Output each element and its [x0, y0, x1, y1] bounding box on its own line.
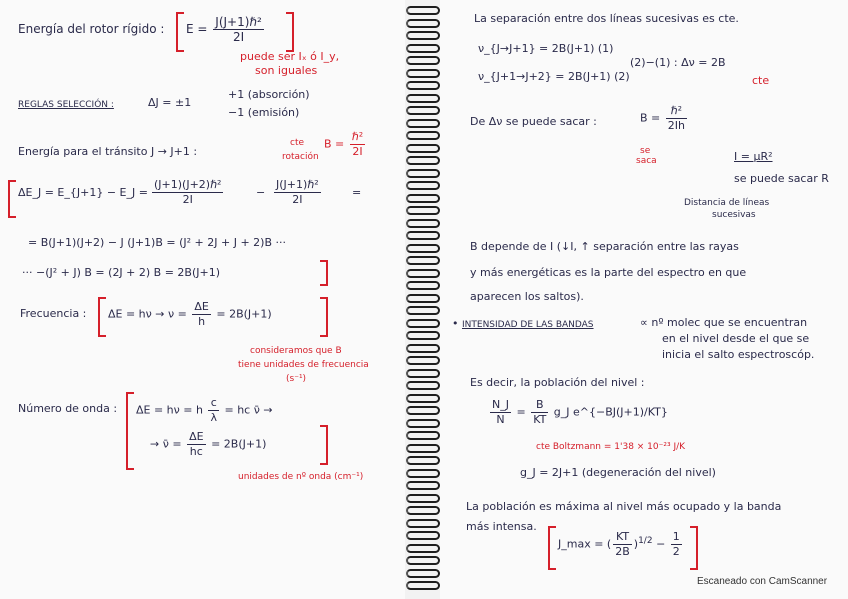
wavenumber-formula-2: → ν̄ = $\frac{\Delta E}{hc}$ = 2B(J+1) — [150, 430, 267, 458]
spiral-ring — [406, 544, 440, 553]
moment-of-inertia-note: se puede sacar R — [734, 172, 829, 185]
moment-of-inertia: I = μR² — [734, 150, 773, 163]
spiral-ring — [406, 506, 440, 515]
spiral-ring — [406, 81, 440, 90]
population-max-1: La población es máxima al nivel más ocupado y la banda — [466, 500, 782, 513]
intensity-2: en el nivel desde el que se — [662, 332, 810, 345]
spiral-ring — [406, 281, 440, 290]
population-formula: $\frac{N\_J}{N}$ = $\frac{B}{KT}$ g_J e^{−BJ(J+1)/KT} — [492, 398, 668, 426]
spiral-ring — [406, 231, 440, 240]
spiral-ring — [406, 431, 440, 440]
intensity-3: inicia el salto espectroscóp. — [662, 348, 815, 361]
B-from-dv: B = $\frac{\text{ℏ²}}{2Ih}$ — [640, 104, 685, 132]
degeneracy: g_J = 2J+1 (degeneración del nivel) — [520, 466, 716, 479]
rotor-energy-label: Energía del rotor rígido : — [18, 22, 165, 36]
spiral-ring — [406, 94, 440, 103]
rotational-constant-B: B = $\frac{\text{ℏ²}}{2I}$ — [324, 130, 364, 158]
spiral-ring — [406, 131, 440, 140]
spiral-ring — [406, 6, 440, 15]
bracket-left — [176, 12, 184, 52]
bracket-right — [286, 12, 294, 52]
spiral-ring — [406, 69, 440, 78]
line-distance-2: sucesivas — [712, 210, 756, 220]
spiral-ring — [406, 519, 440, 528]
spiral-ring — [406, 331, 440, 340]
selection-rules-label: REGLAS SELECCIÓN : — [18, 100, 114, 110]
spiral-ring — [406, 181, 440, 190]
rotor-note-1: puede ser Iₓ ó I_y, — [240, 50, 340, 63]
transit-energy-label: Energía para el tránsito J → J+1 : — [18, 145, 198, 158]
population-label: Es decir, la población del nivel : — [470, 376, 645, 389]
wavenumber-note: unidades de nº onda (cm⁻¹) — [238, 472, 364, 482]
rotation-note: rotación — [282, 152, 319, 162]
spiral-ring — [406, 269, 440, 278]
wavenumber-formula-1: ΔE = hν = h $\frac{c}{\lambda}$ = hc ν̄ → — [136, 396, 273, 424]
spiral-binding — [400, 0, 448, 599]
selection-absorption: +1 (absorción) — [228, 88, 310, 101]
delta-E-expansion-2: ··· −(J² + J) B = (2J + 2) B = 2B(J+1) — [22, 266, 221, 279]
spiral-ring — [406, 556, 440, 565]
spiral-ring — [406, 169, 440, 178]
dv-label: De Δν se puede sacar : — [470, 115, 597, 128]
spiral-ring — [406, 294, 440, 303]
spiral-ring — [406, 356, 440, 365]
spiral-ring — [406, 319, 440, 328]
se-saca-2: saca — [636, 156, 657, 166]
transition-1: ν_{J→J+1} = 2B(J+1) (1) — [478, 42, 614, 55]
selection-emission: −1 (emisión) — [228, 106, 300, 119]
transition-2: ν_{J+1→J+2} = 2B(J+1) (2) — [478, 70, 630, 83]
spiral-ring — [406, 31, 440, 40]
se-saca-1: se — [640, 146, 651, 156]
population-max-2: más intensa. — [466, 520, 537, 533]
spiral-ring — [406, 444, 440, 453]
rotor-note-2: son iguales — [255, 64, 318, 77]
spiral-ring — [406, 406, 440, 415]
minus-sign: − — [256, 186, 266, 199]
freq-note-3: (s⁻¹) — [286, 374, 307, 384]
bracket-right — [320, 297, 328, 337]
delta-E-expansion-1: = B(J+1)(J+2) − J (J+1)B = (J² + 2J + J + 2)B ··· — [28, 236, 286, 249]
bracket-left — [126, 392, 134, 470]
spiral-ring — [406, 44, 440, 53]
spiral-ring — [406, 344, 440, 353]
delta-E-term1: $\frac{\text{(J+1)(J+2)ℏ²}}{2I}$ — [154, 178, 222, 206]
bullet: • — [452, 317, 459, 330]
spiral-ring — [406, 106, 440, 115]
spiral-ring — [406, 581, 440, 590]
spiral-ring — [406, 56, 440, 65]
spiral-ring — [406, 219, 440, 228]
delta-E-term2: $\frac{\text{J(J+1)ℏ²}}{2I}$ — [276, 178, 319, 206]
difference-cte: cte — [752, 74, 770, 87]
bracket-right — [320, 425, 328, 465]
spiral-ring — [406, 531, 440, 540]
B-depends-1: B depende de I (↓I, ↑ separación entre las rayas — [470, 240, 739, 253]
spiral-ring — [406, 394, 440, 403]
spiral-ring — [406, 481, 440, 490]
wavenumber-label: Número de onda : — [18, 402, 118, 415]
spiral-ring — [406, 119, 440, 128]
spiral-ring — [406, 469, 440, 478]
frequency-formula: ΔE = hν → ν = $\frac{\Delta E}{h}$ = 2B(J+1) — [108, 300, 272, 328]
B-depends-3: aparecen los saltos). — [470, 290, 584, 303]
rotor-energy-formula: E = $\frac{\text{J(J+1)ℏ²}}{2I}$ — [186, 15, 262, 44]
delta-E-lhs: ΔE_J = E_{J+1} − E_J = — [18, 186, 148, 199]
spiral-ring — [406, 19, 440, 28]
spiral-ring — [406, 256, 440, 265]
spiral-ring — [406, 456, 440, 465]
difference-result: (2)−(1) : Δν = 2B — [630, 56, 726, 69]
freq-note-2: tiene unidades de frecuencia — [238, 360, 369, 370]
J-max-formula: J_max = ( $\frac{KT}{2B}$ )$^{1/2}$ − $\frac{1}{2}$ — [558, 530, 680, 558]
spiral-ring — [406, 306, 440, 315]
camscanner-watermark: Escaneado con CamScanner — [697, 576, 828, 587]
spiral-ring — [406, 494, 440, 503]
spiral-ring — [406, 419, 440, 428]
selection-rule-eq: ΔJ = ±1 — [148, 96, 192, 109]
spiral-ring — [406, 569, 440, 578]
spiral-ring — [406, 381, 440, 390]
intensity-1: ∝ nº molec que se encuentran — [640, 316, 808, 329]
spiral-ring — [406, 144, 440, 153]
separation-statement: La separación entre dos líneas sucesivas es cte. — [474, 12, 739, 25]
bracket-left — [548, 526, 556, 570]
spiral-ring — [406, 156, 440, 165]
equals-sign: = — [352, 186, 362, 199]
intensity-label: INTENSIDAD DE LAS BANDAS — [462, 320, 594, 330]
spiral-ring — [406, 206, 440, 215]
bracket-left — [98, 297, 106, 337]
bracket-left — [8, 180, 16, 218]
spiral-ring — [406, 194, 440, 203]
spiral-ring — [406, 244, 440, 253]
line-distance-1: Distancia de líneas — [684, 198, 770, 208]
freq-note-1: consideramos que B — [250, 346, 342, 356]
B-depends-2: y más energéticas es la parte del espectro en que — [470, 266, 747, 279]
frequency-label: Frecuencia : — [20, 307, 87, 320]
cte-note: cte — [290, 138, 305, 148]
spiral-ring — [406, 369, 440, 378]
bracket-right — [320, 260, 328, 286]
bracket-right — [690, 526, 698, 570]
boltzmann-note: cte Boltzmann = 1'38 × 10⁻²³ J/K — [536, 442, 686, 452]
